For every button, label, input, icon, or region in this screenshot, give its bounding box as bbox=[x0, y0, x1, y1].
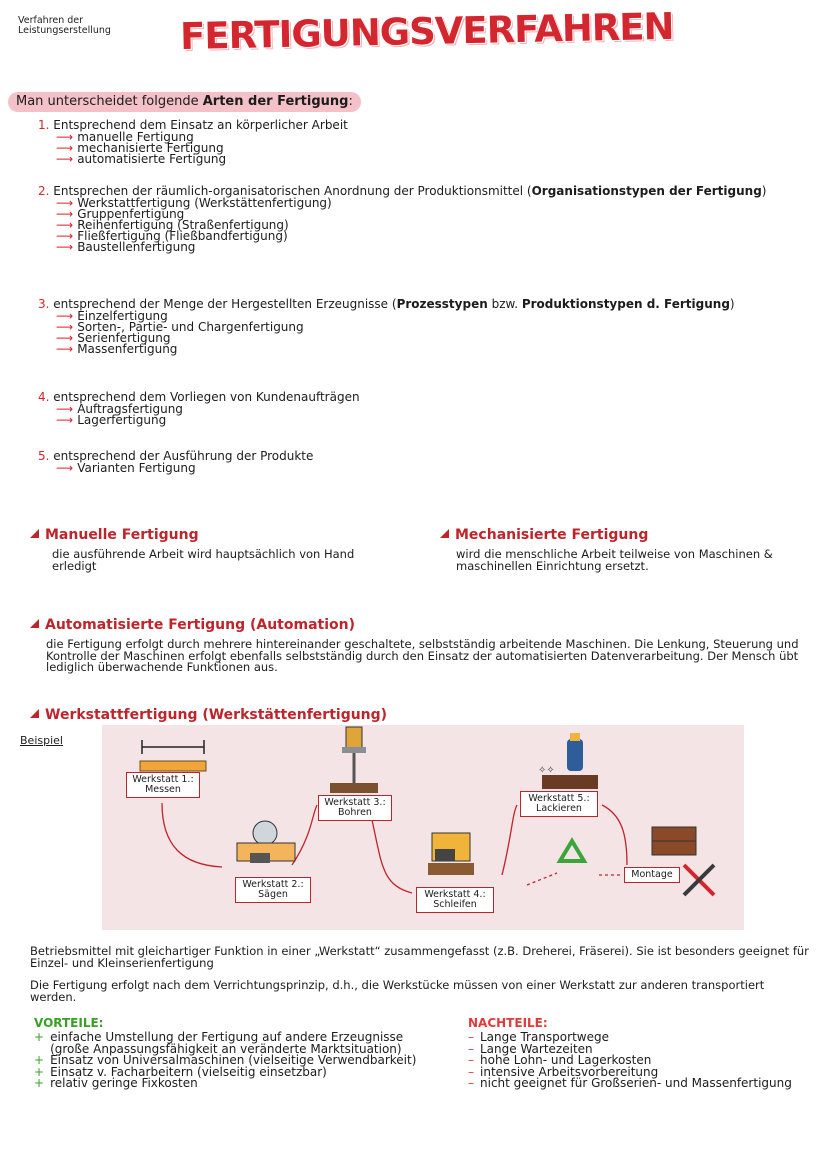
list-item: ⟶ Gruppenfertigung bbox=[56, 207, 185, 221]
list-item: ⟶ Sorten-, Partie- und Chargenfertigung bbox=[56, 320, 304, 334]
arrow-icon: ⟶ bbox=[56, 342, 74, 356]
arrow-icon: ⟶ bbox=[56, 413, 74, 427]
minus-icon: – bbox=[468, 1053, 474, 1067]
section-heading: Automatisierte Fertigung (Automation) bbox=[45, 617, 355, 633]
intro-highlight bbox=[8, 92, 361, 112]
arrow-icon: ⟶ bbox=[56, 218, 74, 232]
arrow-icon: ⟶ bbox=[56, 402, 74, 416]
montage-box: Montage bbox=[624, 867, 680, 883]
triangle-bullet-icon bbox=[440, 529, 449, 538]
paint-bottle-icon bbox=[538, 733, 598, 789]
minus-icon: – bbox=[468, 1030, 474, 1044]
flow-arrow bbox=[372, 820, 412, 893]
arrow-icon: ⟶ bbox=[56, 152, 74, 166]
list-item: + einfache Umstellung der Fertigung auf andere Erzeugnisse (große Anpassungsfähigkeit an veränderte Marktsituation) bbox=[34, 1030, 404, 1056]
flow-arrow bbox=[502, 805, 517, 875]
list-item: + Einsatz v. Facharbeitern (vielseitig einsetzbar) bbox=[34, 1064, 327, 1079]
category-number: 1. bbox=[38, 118, 50, 132]
minus-icon: – bbox=[468, 1041, 474, 1056]
list-item: ⟶ Baustellenfertigung bbox=[56, 240, 196, 254]
list-item: ⟶ mechanisierte Fertigung bbox=[56, 141, 224, 155]
subject-label: Verfahren der Leistungserstellung bbox=[18, 15, 111, 36]
arrow-icon: ⟶ bbox=[56, 309, 74, 323]
page-title: FERTIGUNGSVERFAHREN bbox=[179, 4, 674, 59]
intro-text: Man unterscheidet folgende bbox=[16, 94, 203, 109]
section-text: wird die menschliche Arbeit teilweise von Maschinen & maschinellen Einrichtung ersetzt. bbox=[456, 547, 773, 573]
vorteile-block bbox=[34, 1016, 444, 1090]
station-box-1: Werkstatt 1.: Messen bbox=[126, 772, 200, 798]
sander-icon bbox=[428, 833, 474, 875]
station-box-2: Werkstatt 2.: Sägen bbox=[235, 877, 311, 903]
intro-bold: Arten der Fertigung bbox=[202, 94, 349, 109]
arrow-icon: ⟶ bbox=[56, 331, 74, 345]
section-manuell bbox=[30, 527, 410, 572]
flow-arrow bbox=[292, 805, 317, 865]
list-item: ⟶ Einzelfertigung bbox=[56, 309, 168, 323]
plus-icon: + bbox=[34, 1030, 45, 1044]
flow-arrow bbox=[162, 803, 222, 867]
beispiel-label: Beispiel bbox=[20, 734, 63, 747]
category-number: 5. bbox=[38, 449, 50, 463]
flow-arrow bbox=[602, 805, 627, 865]
category-3: 3. entsprechend der Menge der Hergestellten Erzeugnisse (Prozesstypen bzw. Produktionstypen d. Fertigung) ⟶ Einzelfertigung ⟶ Sorten-, Partie- und Chargenfertigung ⟶ Serienfertigung ⟶ Massenfertigung bbox=[38, 298, 808, 355]
intro-end: : bbox=[348, 94, 353, 109]
list-item: ⟶ Varianten Fertigung bbox=[56, 461, 196, 475]
minus-icon: – bbox=[468, 1064, 474, 1079]
list-item: ⟶ manuelle Fertigung bbox=[56, 130, 194, 144]
list-item: ⟶ Werkstattfertigung (Werkstättenfertigung) bbox=[56, 196, 332, 210]
arrow-icon: ⟶ bbox=[56, 240, 74, 254]
list-item: – hohe Lohn- und Lagerkosten bbox=[468, 1053, 652, 1067]
category-number: 2. bbox=[38, 184, 50, 198]
arrow-icon: ⟶ bbox=[56, 320, 74, 334]
dresser-icon bbox=[652, 827, 696, 855]
section-heading: Mechanisierte Fertigung bbox=[455, 527, 649, 543]
section-heading: Manuelle Fertigung bbox=[45, 527, 199, 543]
triangle-bullet-icon bbox=[30, 709, 39, 718]
category-text: entsprechend der Ausführung der Produkte bbox=[53, 449, 314, 463]
list-item: + relativ geringe Fixkosten bbox=[34, 1076, 198, 1090]
category-bold: Organisationstypen der Fertigung bbox=[531, 184, 762, 198]
category-text: Entsprechen der räumlich-organisatorischen Anordnung der Produktionsmittel ( bbox=[53, 184, 532, 198]
list-item: + Einsatz von Universalmaschinen (vielseitige Verwendbarkeit) bbox=[34, 1053, 417, 1067]
list-item: ⟶ Auftragsfertigung bbox=[56, 402, 183, 416]
nachteile-block bbox=[468, 1016, 808, 1090]
werkstatt-text-1: Betriebsmittel mit gleichartiger Funktion in einer „Werkstatt“ zusammengefasst (z.B. Dreherei, Fräserei). Sie ist besonders geeignet für Einzel- und Kleinserienfertigung bbox=[30, 944, 809, 970]
arrow-icon: ⟶ bbox=[56, 229, 74, 243]
station-box-4: Werkstatt 4.: Schleifen bbox=[416, 887, 494, 913]
category-text: entsprechend der Menge der Hergestellten Erzeugnisse ( bbox=[53, 297, 397, 311]
list-item: – Lange Wartezeiten bbox=[468, 1041, 593, 1056]
werkstatt-text-2: Die Fertigung erfolgt nach dem Verrichtungsprinzip, d.h., die Werkstücke müssen von einer Werkstatt zur anderen transportiert werden. bbox=[30, 978, 765, 1004]
triangle-bullet-icon bbox=[30, 619, 39, 628]
ruler-icon bbox=[140, 740, 206, 771]
arrow-icon: ⟶ bbox=[56, 196, 74, 210]
saw-icon bbox=[237, 821, 295, 863]
section-heading: Werkstattfertigung (Werkstättenfertigung) bbox=[45, 707, 388, 723]
section-text: die Fertigung erfolgt durch mehrere hintereinander geschaltete, selbstständig arbeitende Maschinen. Die Lenkung, Steuerung und Kontrolle der Maschinen erfolgt ebenfalls selbstständig durch den Einsatz der automatisierten Datenverarbeitung. Der Mensch übt lediglich überwachende Funktionen aus. bbox=[46, 637, 799, 674]
category-1 bbox=[38, 119, 808, 165]
category-number: 3. bbox=[38, 297, 50, 311]
arrow-icon: ⟶ bbox=[56, 141, 74, 155]
station-box-3: Werkstatt 3.: Bohren bbox=[318, 795, 392, 821]
drill-icon bbox=[330, 727, 378, 793]
category-number: 4. bbox=[38, 390, 50, 404]
section-text: die ausführende Arbeit wird hauptsächlich von Hand erledigt bbox=[52, 547, 355, 573]
tools-icon bbox=[684, 865, 714, 895]
arrow-icon: ⟶ bbox=[56, 207, 74, 221]
plus-icon: + bbox=[34, 1053, 45, 1067]
category-5 bbox=[38, 450, 808, 474]
list-item: – Lange Transportwege bbox=[468, 1030, 609, 1044]
list-item: ⟶ Fließfertigung (Fließbandfertigung) bbox=[56, 229, 288, 243]
list-item: ⟶ Lagerfertigung bbox=[56, 413, 167, 427]
list-item: – nicht geeignet für Großserien- und Massenfertigung bbox=[468, 1076, 792, 1090]
flow-arrow bbox=[527, 873, 557, 885]
category-2: 2. Entsprechen der räumlich-organisatorischen Anordnung der Produktionsmittel (Organisationstypen der Fertigung) ⟶ Werkstattfertigung (Werkstättenfertigung) ⟶ Gruppenfertigung ⟶ Reihenfertigung (Straßenfertigung) ⟶ Fließfertigung (Fließbandfertigung) ⟶ Baustellenfertigung bbox=[38, 185, 808, 253]
category-text: Entsprechend dem Einsatz an körperlicher Arbeit bbox=[53, 118, 348, 132]
minus-icon: – bbox=[468, 1076, 474, 1090]
plus-icon: + bbox=[34, 1076, 45, 1090]
nachteile-heading: NACHTEILE: bbox=[468, 1016, 548, 1030]
list-item: ⟶ Reihenfertigung (Straßenfertigung) bbox=[56, 218, 289, 232]
list-item: ⟶ Serienfertigung bbox=[56, 331, 171, 345]
category-text: entsprechend dem Vorliegen von Kundenaufträgen bbox=[53, 390, 360, 404]
list-item: – intensive Arbeitsvorbereitung bbox=[468, 1064, 659, 1079]
list-item: ⟶ automatisierte Fertigung bbox=[56, 152, 227, 166]
werkstatt-diagram bbox=[102, 725, 744, 930]
section-mechanisiert bbox=[440, 527, 820, 572]
station-box-5: Werkstatt 5.: Lackieren bbox=[520, 791, 598, 817]
section-werkstatt bbox=[30, 707, 530, 723]
recycle-icon bbox=[560, 841, 584, 861]
svg-text:✧✧: ✧✧ bbox=[538, 765, 555, 776]
vorteile-heading: VORTEILE: bbox=[34, 1016, 104, 1030]
category-4 bbox=[38, 391, 808, 426]
arrow-icon: ⟶ bbox=[56, 130, 74, 144]
list-item: ⟶ Massenfertigung bbox=[56, 342, 178, 356]
section-automatisiert bbox=[30, 617, 810, 674]
triangle-bullet-icon bbox=[30, 529, 39, 538]
arrow-icon: ⟶ bbox=[56, 461, 74, 475]
plus-icon: + bbox=[34, 1064, 45, 1079]
